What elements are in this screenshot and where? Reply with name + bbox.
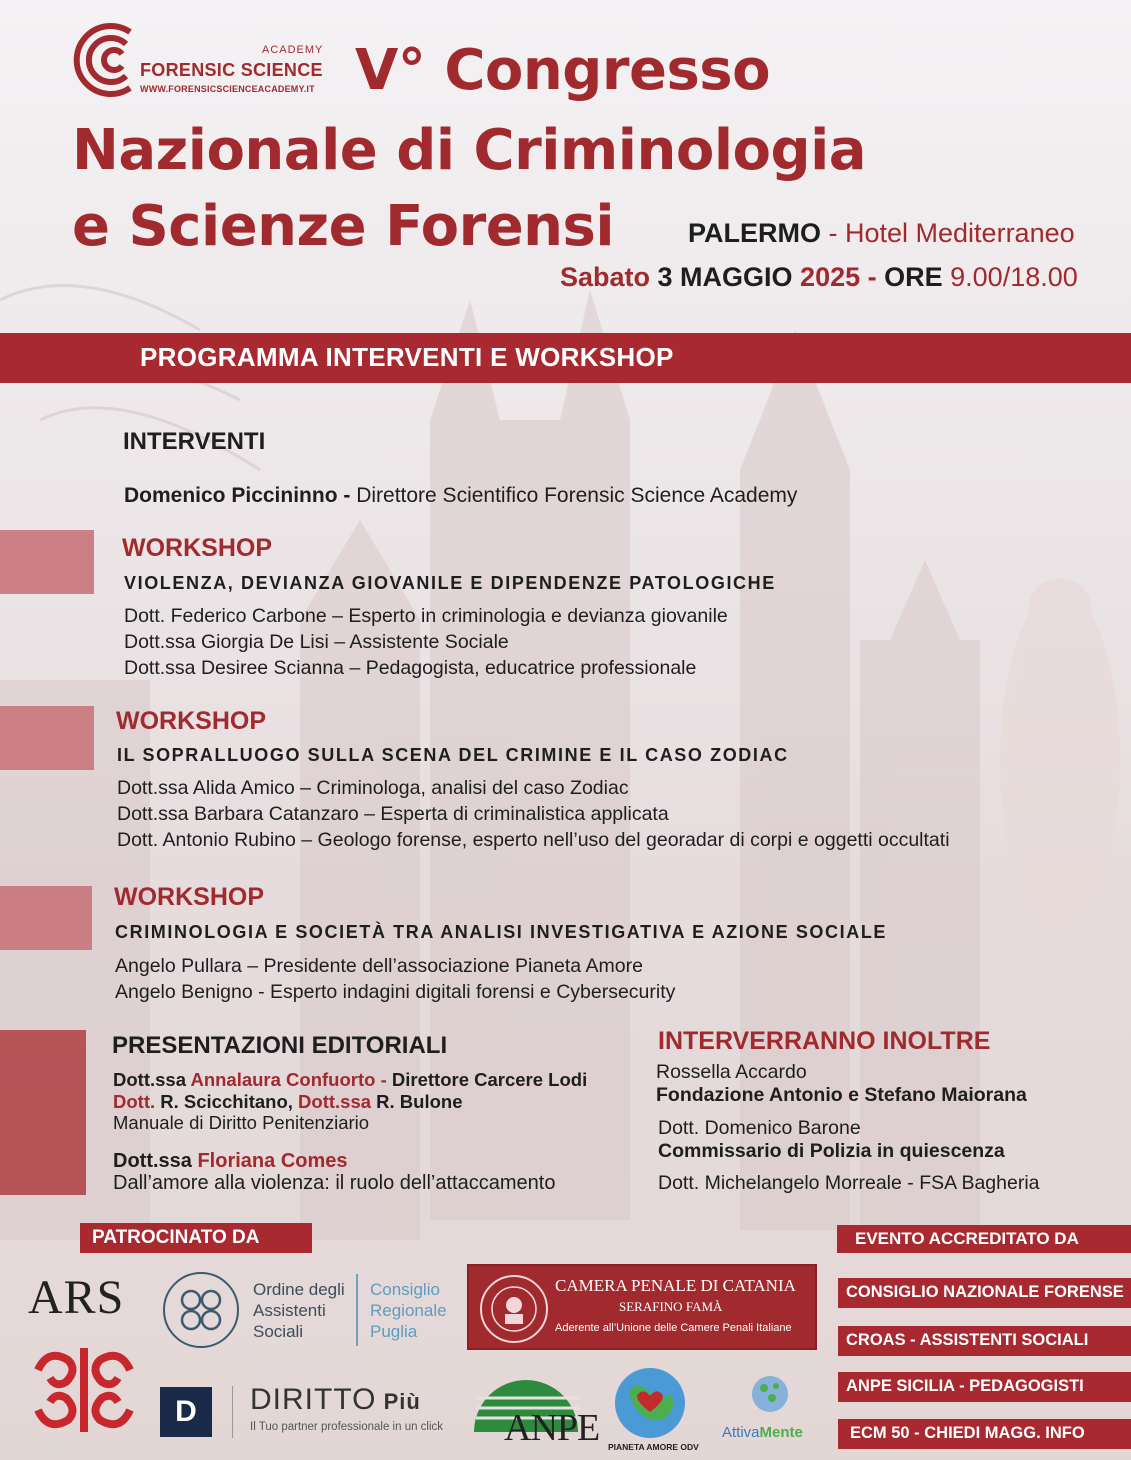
consiglio-line-1: Consiglio [370,1280,440,1299]
diritto-piu: Più [376,1389,421,1414]
editoriali-book-2: Dall’amore alla violenza: il ruolo dell’attaccamento [113,1172,556,1194]
inoltre-heading: INTERVERRANNO INOLTRE [658,1027,991,1055]
logo-url-link[interactable]: WWW.FORENSICSCIENCEACADEMY.IT [140,84,315,94]
accreditato-item: CROAS - ASSISTENTI SOCIALI [838,1326,1131,1356]
workshop-2-speaker: Dott.ssa Alida Amico – Criminologa, analisi del caso Zodiac [117,777,629,799]
title-line-3: e Scienze Forensi [72,194,615,259]
ordine-line-3: Sociali [253,1322,304,1341]
workshop-3-speakers [115,953,675,1005]
date-daymonth: 3 MAGGIO [657,262,801,292]
accreditato-heading: EVENTO ACCREDITATO DA [837,1225,1131,1253]
program-band-title: PROGRAMMA INTERVENTI E WORKSHOP [140,342,674,372]
camera-penale-subtitle: SERAFINO FAMÀ [619,1299,723,1314]
ordine-knot-icon [161,1270,241,1350]
camera-penale-note: Aderente all’Unione delle Camere Penali Italiane [555,1322,792,1334]
ed-title-4: Dott.ssa [113,1150,198,1172]
title-line-1: V° Congresso [355,38,771,103]
anpe-logo-text: ANPE [504,1407,600,1449]
workshop-3-title: CRIMINOLOGIA E SOCIETÀ TRA ANALISI INVESTIGATIVA E AZIONE SOCIALE [115,922,888,942]
date-separator: - [860,262,885,292]
workshop-1-label: WORKSHOP [122,534,272,562]
ed-name-2: R. Scicchitano, [160,1091,299,1112]
diritto-main: DIRITTO [250,1383,377,1416]
editoriali-decor-block [0,1030,86,1195]
inoltre-person-3: Dott. Michelangelo Morreale - FSA Bagheria [658,1172,1040,1194]
workshop-3-speaker: Angelo Pullara – Presidente dell’associazione Pianeta Amore [115,955,643,977]
attivamente-logo-text [722,1424,803,1441]
attiva-part: Attiva [722,1424,760,1441]
camera-penale-title: CAMERA PENALE DI CATANIA [555,1276,796,1295]
inoltre-person-2-role: Commissario di Polizia in quiescenza [658,1140,1005,1162]
workshop-3-decor-block [0,886,92,950]
diritto-divider [232,1386,233,1438]
patrocinato-heading: PATROCINATO DA [80,1223,312,1253]
diritto-tagline: Il Tuo partner professionale in un click [250,1421,444,1433]
ed-name-4: Floriana Comes [197,1150,348,1172]
editoriali-line-4 [113,1150,348,1173]
ordine-logo-text [253,1279,345,1342]
pianeta-amore-logo-icon [611,1366,689,1440]
accreditato-item: CONSIGLIO NAZIONALE FORENSE [838,1278,1131,1308]
workshop-2-speaker: Dott.ssa Barbara Catanzaro – Esperta di criminalistica applicata [117,803,669,825]
camera-penale-logo [467,1264,817,1350]
pianeta-amore-text: PIANETA AMORE ODV [608,1442,699,1452]
speaker-name: Domenico Piccininno - [124,484,357,507]
date-year: 2025 [800,262,861,292]
workshop-1-speakers [124,603,728,681]
accreditato-item: ECM 50 - CHIEDI MAGG. INFO [838,1419,1131,1449]
ordine-line-1: Ordine degli [253,1280,345,1299]
workshop-2-decor-block [0,706,94,770]
date-day: Sabato [560,262,658,292]
ed-name-1: Annalaura Confuorto - [190,1069,392,1090]
workshop-1-decor-block [0,530,94,594]
workshop-3-label: WORKSHOP [114,883,264,911]
editoriali-heading: PRESENTAZIONI EDITORIALI [112,1032,448,1059]
ordine-divider [356,1274,358,1346]
inoltre-person-2-name: Dott. Domenico Barone [658,1117,861,1139]
ed-title-2: Dott. [113,1091,161,1112]
workshop-3-speaker: Angelo Benigno - Esperto indagini digitali forensi e Cybersecurity [115,981,676,1003]
workshop-1-speaker: Dott.ssa Desiree Scianna – Pedagogista, educatrice professionale [124,657,697,679]
interventi-heading: INTERVENTI [123,428,266,455]
ordine-line-2: Assistenti [253,1301,326,1320]
ars-logo: ARS [28,1271,125,1324]
inoltre-person-1-role: Fondazione Antonio e Stefano Maiorana [656,1084,1027,1106]
consiglio-line-2: Regionale [370,1301,447,1320]
logo-academy-text: ACADEMY [262,44,324,56]
mente-part: Mente [759,1424,803,1441]
date-ore-label: ORE [884,262,951,292]
workshop-2-label: WORKSHOP [116,707,266,735]
location-city: PALERMO [688,218,821,248]
speaker-role: Direttore Scientifico Forensic Science Academy [356,484,798,507]
diritto-piu-logo-text [250,1383,421,1417]
consiglio-line-3: Puglia [370,1322,418,1341]
ed-title-3: Dott.ssa [298,1091,377,1112]
date-time: 9.00/18.00 [950,262,1078,292]
workshop-1-title: VIOLENZA, DEVIANZA GIOVANILE E DIPENDENZE PATOLOGICHE [124,573,776,593]
title-line-2: Nazionale di Criminologia [72,118,867,183]
location-venue: Hotel Mediterraneo [845,218,1075,248]
workshop-1-speaker: Dott.ssa Giorgia De Lisi – Assistente Sociale [124,631,509,653]
workshop-2-title: IL SOPRALLUOGO SULLA SCENA DEL CRIMINE E IL CASO ZODIAC [117,745,789,765]
editoriali-book-1: Manuale di Diritto Penitenziario [113,1112,370,1133]
diritto-piu-logo-icon: D [160,1387,212,1437]
ed-role-1: Direttore Carcere Lodi [391,1069,588,1090]
editoriali-line-1 [113,1069,587,1091]
ed-name-3: R. Bulone [376,1091,463,1112]
location-separator: - [821,218,845,248]
sicily-triskelion-logo-icon [28,1340,140,1440]
ed-title-1: Dott.ssa [113,1069,191,1090]
interventi-speaker [124,484,797,508]
workshop-2-speakers [117,775,950,853]
consiglio-logo-text [370,1279,447,1342]
accreditato-item: ANPE SICILIA - PEDAGOGISTI [838,1372,1131,1402]
attivamente-logo-icon [744,1368,796,1420]
event-date [560,262,1078,293]
logo-name-text: FORENSIC SCIENCE [140,60,323,80]
event-location [688,218,1075,249]
inoltre-person-1-name: Rossella Accardo [656,1061,807,1083]
editoriali-line-2 [113,1091,463,1113]
workshop-2-speaker: Dott. Antonio Rubino – Geologo forense, esperto nell’uso del georadar di corpi e oggetti occultati [117,829,950,851]
workshop-1-speaker: Dott. Federico Carbone – Esperto in criminologia e devianza giovanile [124,605,728,627]
camera-penale-seal-icon [477,1272,551,1346]
